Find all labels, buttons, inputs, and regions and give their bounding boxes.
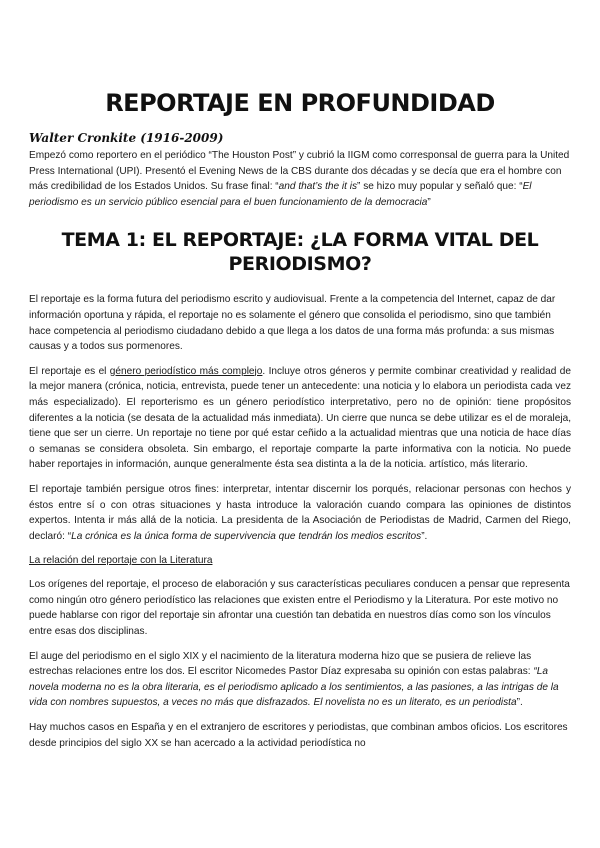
paragraph-5-quote: “La novela moderna no es la obra literaria, es el periodismo aplicado a los sentimientos, a las pasiones, a las intrigas de la vida con nombres supuestos, a veces no más que disfrazados. El novelista no es un literato, es un periodista (29, 666, 559, 709)
byline: Walter Cronkite (1916-2009) (29, 131, 224, 145)
paragraph-5-text-b: ”. (516, 697, 523, 709)
paragraph-3 (29, 482, 571, 544)
paragraph-3-text-b: ”. (421, 530, 428, 542)
intro-quote-2: El periodismo es un servicio público esencial para el buen funcionamiento de la democracia (29, 181, 532, 208)
subheading: La relación del reportaje con la Literatura (29, 555, 213, 567)
paragraph-2-text-b: . Incluye otros géneros y permite combinar creatividad y realidad de la mejor manera (crónica, noticia, entrevista, puede tener un antecedente: una noticia y lo elabora un periodista cada vez más especializado). El reporterismo es un género periodístico interpretativo, pero no de opinión: tiene propósitos diferentes a la noticia (se desata de la actualidad más inmediata). Un cierre que nunca se debe utilizar es el de moraleja, tiene que ser un cierre. Un reportaje no tiene por qué estar ceñido a la actualidad mientras que una noticia de hace días o semanas se considera obsoleta. Sin embargo, el reportaje comparte la parte informativa con la noticia. No puede haber reportajes in información, aunque generalmente ésta sea distinta a la de la noticia. artístico, más literario. (29, 365, 571, 471)
intro-quote-1: and that’s the it is (278, 181, 358, 193)
paragraph-2-text-a: El reportaje es el (29, 365, 110, 377)
paragraph-2 (29, 364, 571, 473)
paragraph-1: El reportaje es la forma futura del periodismo escrito y audiovisual. Frente a la competencia del Internet, capaz de dar información oportuna y rápida, el reportaje no es solamente el género que consolida el periodismo, sino que también hace competencia al periodismo ciudadano debido a que llega a los datos de una forma más profunda: a sus mismas causas y a todos sus pormenores. (29, 294, 556, 353)
paragraph-5 (29, 649, 571, 711)
paragraph-5-text-a: El auge del periodismo en el siglo XIX y el nacimiento de la literatura moderna hizo que se pusiera de relieve las estrechas relaciones entre los dos. El escritor Nicomedes Pastor Díaz expresaba su opinión con estas palabras: (29, 650, 534, 678)
intro-text-3: ” (427, 196, 431, 208)
intro-text-1: Empezó como reportero en el periódico “The Houston Post” y cubrió la IIGM como corresponsal de guerra para la United Press International (UPI). Presentó el Evening News de la CBS durante dos décadas y se decía que era el hombre con más credibilidad de los Estados Unidos. Su frase final: “ (29, 150, 570, 193)
paragraph-3-text-a: El reportaje también persigue otros fines: interpretar, intentar discernir los porqués, relacionar personas con hechos y éstos entre sí o con otras situaciones y hasta introduce la valoración cuando compara las opiniones de distintos expertos. Intenta ir más allá de la noticia. La presidenta de la Asociación de Periodistas de Madrid, Carmen del Riego, declaró: “ (29, 483, 571, 542)
paragraph-3-quote: La crónica es la única forma de supervivencia que tendrán los medios escritos (71, 530, 422, 542)
document-title: REPORTAJE EN PROFUNDIDAD (105, 89, 495, 117)
paragraph-4: Los orígenes del reportaje, el proceso de elaboración y sus características peculiares conducen a pensar que representa como ningún otro género periodístico las relaciones que existen entre el Periodismo y la Literatura. Por este motivo no puede hablarse con rigor del reportaje sin afrontar una cuestión tan debatida en nuestros días como son los vínculos entre esas dos disciplinas. (29, 579, 570, 638)
paragraph-2-underlined: género periodístico más complejo (109, 365, 263, 377)
intro-text-2: ” se hizo muy popular y señaló que: “ (357, 181, 523, 193)
paragraph-6: Hay muchos casos en España y en el extranjero de escritores y periodistas, que combinan ambos oficios. Los escritores desde principios del siglo XX se han acercado a la actividad periodística no (29, 722, 568, 749)
section-title: TEMA 1: EL REPORTAJE: ¿LA FORMA VITAL DEL PERIODISMO? (61, 229, 539, 276)
intro-paragraph (29, 148, 571, 210)
